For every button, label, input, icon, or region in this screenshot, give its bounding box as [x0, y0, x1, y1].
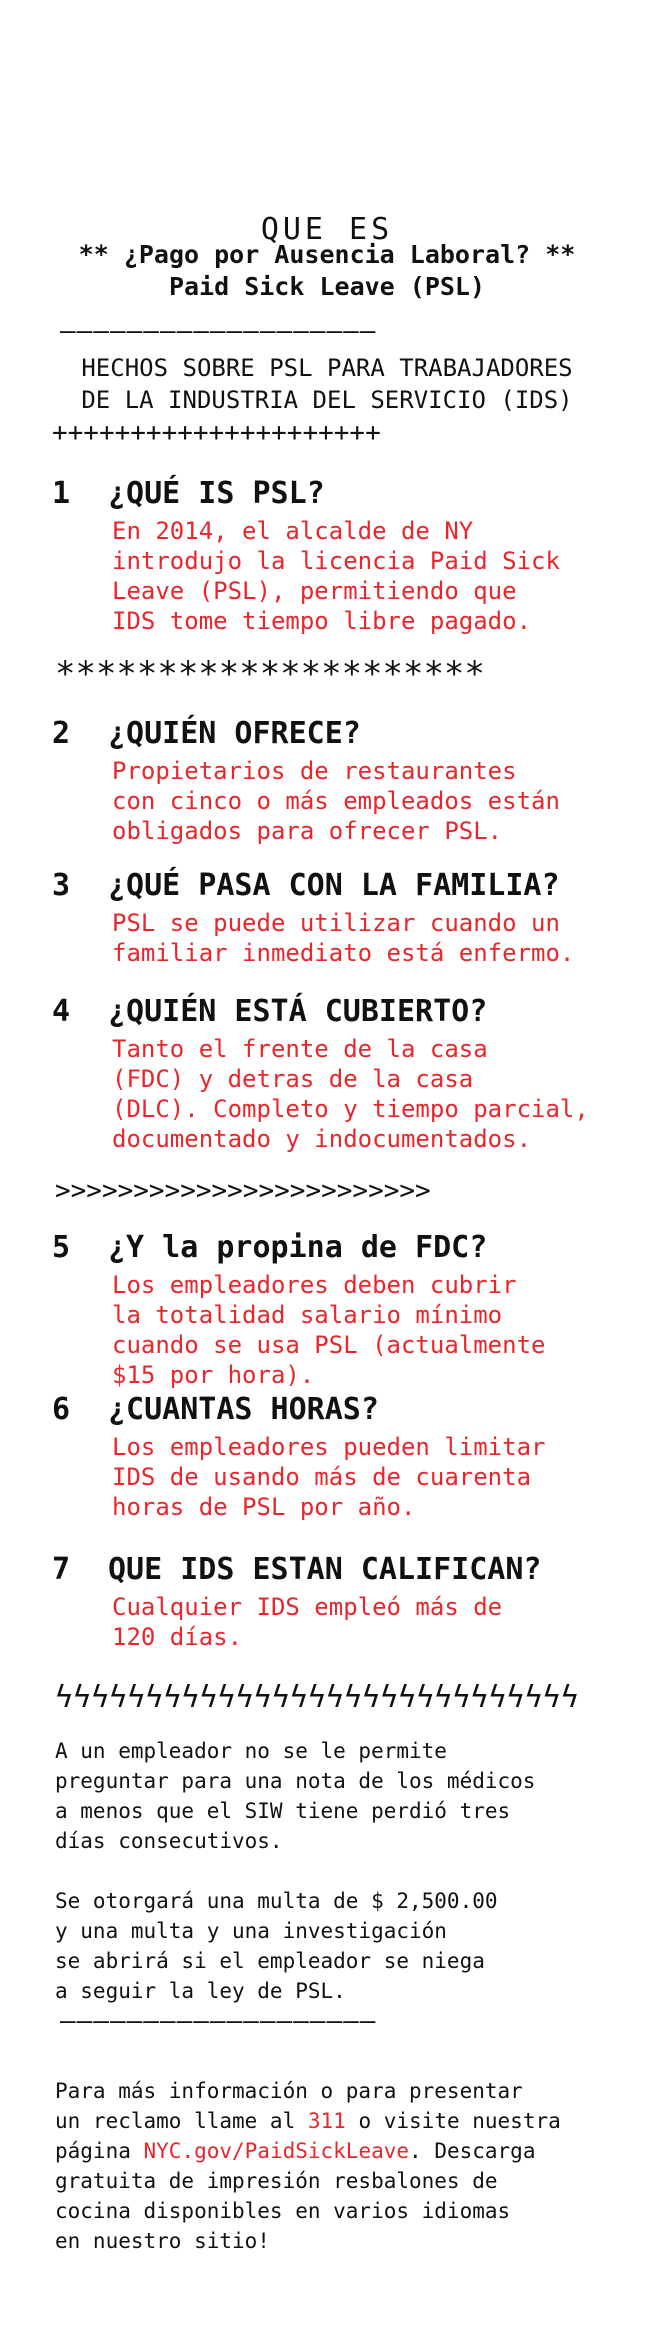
footer-text: o visite nuestra: [345, 2109, 561, 2133]
answer-line: PSL se puede utilizar cuando un: [112, 909, 560, 937]
website-link[interactable]: NYC.gov/PaidSickLeave: [143, 2139, 410, 2163]
answer-line: $15 por hora).: [112, 1361, 315, 1389]
answer-line: horas de PSL por año.: [112, 1493, 416, 1521]
footer-line: en nuestro sitio!: [55, 2229, 270, 2253]
divider-dash-top: ———————————————————: [60, 316, 377, 346]
answer-line: 120 días.: [112, 1623, 243, 1651]
answer-line: cuando se usa PSL (actualmente: [112, 1331, 546, 1359]
answer-line: En 2014, el alcalde de NY: [112, 517, 474, 545]
question-heading: ¿Y la propina de FDC?: [108, 1230, 488, 1265]
facts-heading-line1: HECHOS SOBRE PSL PARA TRABAJADORES: [81, 354, 573, 382]
footer-line: cocina disponibles en varios idiomas: [55, 2199, 511, 2223]
title-psl: Paid Sick Leave (PSL): [168, 272, 486, 301]
question-number: 3: [52, 868, 71, 903]
footer-text: un reclamo llame al: [55, 2109, 308, 2133]
divider-lightning: ϟϟϟϟϟϟϟϟϟϟϟϟϟϟϟϟϟϟϟϟϟϟϟϟϟϟϟϟϟ: [55, 1680, 579, 1715]
answer-line: (FDC) y detras de la casa: [112, 1065, 474, 1093]
answer-line: obligados para ofrecer PSL.: [112, 817, 503, 845]
fine-note-line: Se otorgará una multa de $ 2,500.00: [55, 1889, 498, 1913]
question-number: 6: [52, 1392, 71, 1427]
doctor-note-line: a menos que el SIW tiene perdió tres: [55, 1799, 511, 1823]
question-number: 1: [52, 476, 71, 511]
facts-heading-line2: DE LA INDUSTRIA DEL SERVICIO (IDS): [81, 386, 573, 414]
phone-311-link[interactable]: 311: [307, 2109, 346, 2133]
answer-line: Los empleadores pueden limitar: [112, 1433, 546, 1461]
footer-line: [55, 2106, 561, 2136]
question-number: 7: [52, 1552, 71, 1587]
divider-arrows: >>>>>>>>>>>>>>>>>>>>>>>>: [55, 1176, 431, 1206]
question-number: 5: [52, 1230, 71, 1265]
answer-line: con cinco o más empleados están: [112, 787, 560, 815]
divider-stars: *********************: [55, 654, 485, 694]
title-que-es: QUE ES: [260, 212, 394, 247]
question-heading: ¿CUANTAS HORAS?: [108, 1392, 379, 1427]
doctor-note-line: A un empleador no se le permite: [55, 1739, 447, 1763]
answer-line: Leave (PSL), permitiendo que: [112, 577, 517, 605]
question-number: 4: [52, 994, 71, 1029]
answer-line: IDS tome tiempo libre pagado.: [112, 607, 532, 635]
footer-line: Para más información o para presentar: [55, 2079, 523, 2103]
answer-line: Tanto el frente de la casa: [112, 1035, 488, 1063]
question-number: 2: [52, 716, 71, 751]
answer-line: introdujo la licencia Paid Sick: [112, 547, 560, 575]
footer-line: [55, 2136, 535, 2166]
fine-note-line: se abrirá si el empleador se niega: [55, 1949, 485, 1973]
question-heading: QUE IDS ESTAN CALIFICAN?: [108, 1552, 542, 1587]
answer-line: la totalidad salario mínimo: [112, 1301, 503, 1329]
answer-line: (DLC). Completo y tiempo parcial,: [112, 1095, 589, 1123]
answer-line: Los empleadores deben cubrir: [112, 1271, 517, 1299]
doctor-note-line: días consecutivos.: [55, 1829, 283, 1853]
fine-note-line: y una multa y una investigación: [55, 1919, 447, 1943]
divider-plus: +++++++++++++++++++++: [52, 418, 381, 448]
footer-text: . Descarga: [409, 2139, 536, 2163]
question-heading: ¿QUIÉN ESTÁ CUBIERTO?: [108, 994, 488, 1029]
answer-line: documentado y indocumentados.: [112, 1125, 532, 1153]
answer-line: Propietarios de restaurantes: [112, 757, 517, 785]
footer-text: página: [55, 2139, 144, 2163]
footer-line: gratuita de impresión resbalones de: [55, 2169, 498, 2193]
question-heading: ¿QUÉ IS PSL?: [108, 476, 325, 511]
doctor-note-line: preguntar para una nota de los médicos: [55, 1769, 536, 1793]
answer-line: Cualquier IDS empleó más de: [112, 1593, 503, 1621]
divider-dash-bottom: ———————————————————: [60, 2006, 377, 2036]
answer-line: familiar inmediato está enfermo.: [112, 939, 575, 967]
title-question: ** ¿Pago por Ausencia Laboral? **: [78, 240, 576, 269]
fine-note-line: a seguir la ley de PSL.: [55, 1979, 346, 2003]
question-heading: ¿QUIÉN OFRECE?: [108, 716, 361, 751]
answer-line: IDS de usando más de cuarenta: [112, 1463, 532, 1491]
question-heading: ¿QUÉ PASA CON LA FAMILIA?: [108, 868, 560, 903]
